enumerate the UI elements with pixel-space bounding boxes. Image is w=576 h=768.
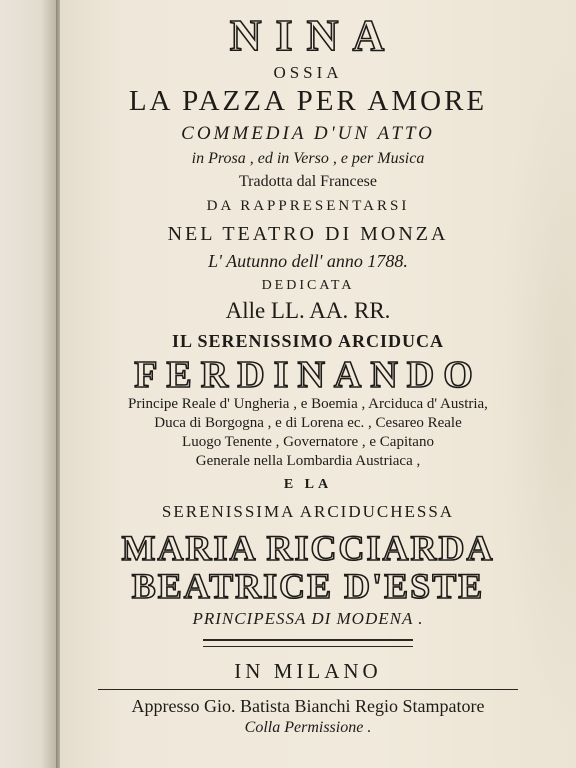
form-line: in Prosa , ed in Verso , e per Musica <box>191 150 425 167</box>
season-line: L' Autunno dell' anno 1788. <box>208 251 408 271</box>
place-line: IN MILANO <box>234 659 382 683</box>
title-page-text <box>60 11 556 736</box>
archduchess-name-2: BEATRICE D'ESTE <box>131 566 485 606</box>
archduke-name: FERDINANDO <box>134 354 482 396</box>
and-the-line: E LA <box>283 477 333 492</box>
archduke-desc-line: Principe Reale d' Ungheria , e Boemia , Arciduca d' Austria, <box>128 396 488 412</box>
ossia-line: OSSIA <box>273 63 343 82</box>
translation-line: Tradotta dal Francese <box>238 173 378 190</box>
work-subtitle: LA PAZZA PER AMORE <box>128 85 488 117</box>
genre-line: COMMEDIA D'UN ATTO <box>181 123 435 144</box>
princess-line: PRINCIPESSA DI MODENA . <box>192 609 424 628</box>
single-rule <box>98 689 518 690</box>
archduchess-name-1: MARIA RICCIARDA <box>121 528 495 568</box>
archduke-desc-line: Generale nella Lombardia Austriaca , <box>195 453 421 469</box>
performance-line: DA RAPPRESENTARSI <box>206 198 410 214</box>
theatre-line: NEL TEATRO DI MONZA <box>167 223 449 245</box>
dedication-to: Alle LL. AA. RR. <box>225 298 391 323</box>
dedication-heading: DEDICATA <box>261 278 355 293</box>
archduke-desc-line: Duca di Borgogna , e di Lorena ec. , Cesareo Reale <box>154 415 462 431</box>
double-rule <box>203 639 413 647</box>
facing-page <box>0 0 58 768</box>
work-title: NINA <box>229 11 399 60</box>
archduke-desc-line: Luogo Tenente , Governatore , e Capitano <box>182 434 434 450</box>
printer-line: Appresso Gio. Batista Bianchi Regio Stampatore <box>131 696 485 716</box>
permission-line: Colla Permissione . <box>244 719 372 736</box>
archduke-title: IL SERENISSIMO ARCIDUCA <box>171 331 445 351</box>
archduchess-title: SERENISSIMA ARCIDUCHESSA <box>161 502 455 521</box>
